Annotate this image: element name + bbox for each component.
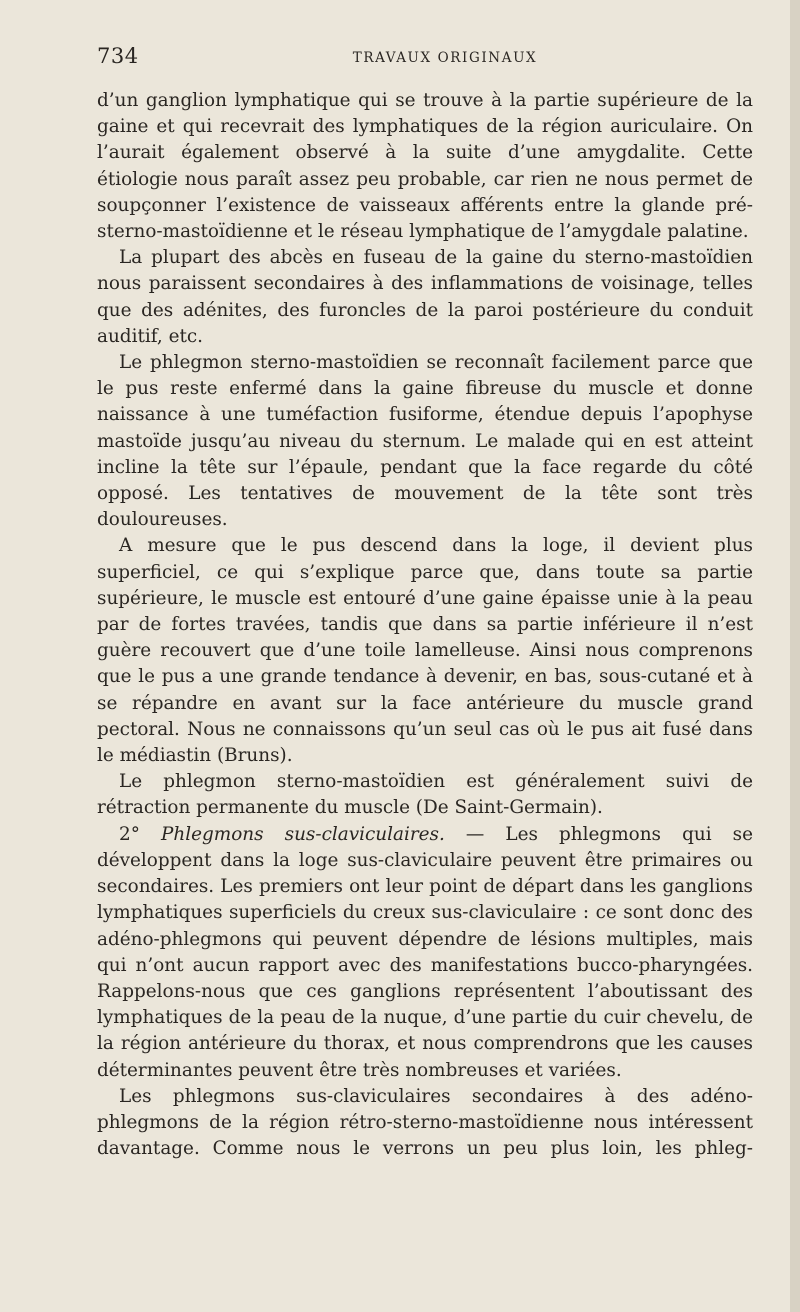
paragraph: La plupart des abcès en fuseau de la gaine du sterno-mastoïdien nous paraissent secondaires à des inflammations de voisinage, telles que des adénites, des furoncles de la paroi postérieure du conduit auditif, etc. [97, 247, 753, 347]
section-title: Phlegmons sus-claviculaires. [161, 823, 445, 845]
page-header [97, 40, 753, 70]
paragraph: d’un ganglion lymphatique qui se trouve à la partie supérieure de la gaine et qui recevrait des lymphatiques de la région auriculaire. On l’aurait également observé à la suite d’une amygdalite. Cette étiologie nous paraît assez peu probable, car rien ne nous permet de soupçonner l’existence de vaisseaux afférents entre la glande pré-sterno-mastoïdienne et le réseau lymphatique de l’amygdale palatine. [97, 90, 753, 243]
paragraph: Le phlegmon sterno-mastoïdien est généralement suivi de rétraction permanente du muscle (De Saint-Germain). [97, 771, 753, 819]
section-body: — Les phlegmons qui se développent dans la loge sus-claviculaire peuvent être primaires ou secondaires. Les premiers ont leur point de départ dans les ganglions lymphatiques superficiels du creux sus-claviculaire : ce sont donc des adéno-phlegmons qui peuvent dépendre de lésions multiples, mais qui n’ont aucun rapport avec des manifestations bucco-pharyngées. Rappelons-nous que ces ganglions représentent l’aboutissant des lymphatiques de la peau de la nuque, d’une partie du cuir chevelu, de la région antérieure du thorax, et nous comprendrons que les causes déterminantes peuvent être très nombreuses et variées. [97, 823, 753, 1081]
body-text [97, 88, 753, 1162]
running-head: TRAVAUX ORIGINAUX [352, 50, 538, 66]
page-number: 734 [97, 44, 139, 68]
section-paragraph [97, 822, 753, 1084]
section-number: 2° [119, 823, 140, 845]
paragraph: A mesure que le pus descend dans la loge, il devient plus superficiel, ce qui s’explique parce que, dans toute sa partie supérieure, le muscle est entouré d’une gaine épaisse unie à la peau par de fortes travées, tandis que dans sa partie inférieure il n’est guère recouvert que d’une toile lamelleuse. Ainsi nous comprenons que le pus a une grande tendance à devenir, en bas, sous-cutané et à se répandre en avant sur la face antérieure du muscle grand pectoral. Nous ne connaissons qu’un seul cas où le pus ait fusé dans le médiastin (Bruns). [97, 535, 753, 767]
paragraph: Le phlegmon sterno-mastoïdien se reconnaît facilement parce que le pus reste enfermé dans la gaine fibreuse du muscle et donne naissance à une tuméfaction fusiforme, étendue depuis l’apophyse mastoïde jusqu’au niveau du sternum. Le malade qui en est atteint incline la tête sur l’épaule, pendant que la face regarde du côté opposé. Les tentatives de mouvement de la tête sont très douloureuses. [97, 352, 753, 531]
page-edge [790, 0, 800, 1312]
paragraph: Les phlegmons sus-claviculaires secondaires à des adéno-phlegmons de la région rétro-sterno-mastoïdienne nous intéressent davantage. Comme nous le verrons un peu plus loin, les phleg- [97, 1085, 753, 1160]
